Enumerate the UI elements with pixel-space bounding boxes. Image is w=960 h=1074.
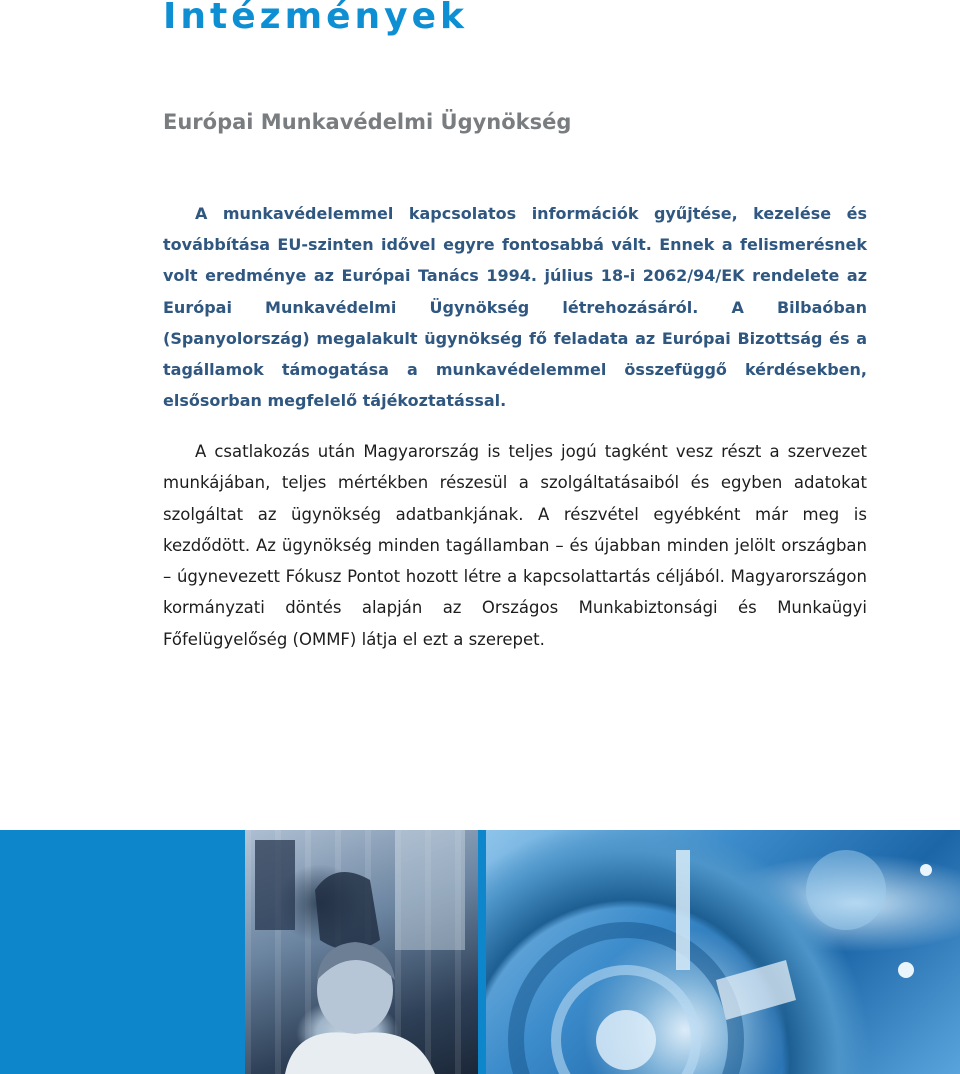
page-subtitle: Európai Munkavédelmi Ügynökség: [163, 110, 572, 134]
machine-photo-illustration: [486, 830, 960, 1074]
worker-photo: [245, 830, 478, 1074]
lead-paragraph: A munkavédelemmel kapcsolatos információk gyűjtése, kezelése és továbbítása EU-szinten idővel egyre fontosabbá vált. Ennek a felismerésnek volt eredménye az Európai Tanács 1994. július 18-i 2062/94/EK rendelete az Európai Munkavédelmi Ügynökség létrehozásáról. A Bilbaóban (Spanyolország) megalakult ügynökség fő feladata az Európai Bizottság és a tagállamok támogatása a munkavédelemmel összefüggő kérdésekben, elsősorban megfelelő tájékoztatással.: [163, 204, 867, 411]
worker-photo-illustration: [245, 830, 478, 1074]
machine-photo: [486, 830, 960, 1074]
body-paragraph: A csatlakozás után Magyarország is teljes jogú tagként vesz részt a szervezet munkájában, teljes mértékben részesül a szolgáltatásaiból és egyben adatokat szolgáltat az ügynökség adatbankjának. A részvétel egyébként már meg is kezdődött. Az ügynökség minden tagállamban – és újabban minden jelölt országban – úgynevezett Fókusz Pontot hozott létre a kapcsolattartás céljából. Magyarországon kormányzati döntés alapján az Országos Munkabiztonsági és Munkaügyi Főfelügyelőség (OMMF) látja el ezt a szerepet.: [163, 442, 867, 649]
section-title: Intézmények: [163, 0, 468, 37]
